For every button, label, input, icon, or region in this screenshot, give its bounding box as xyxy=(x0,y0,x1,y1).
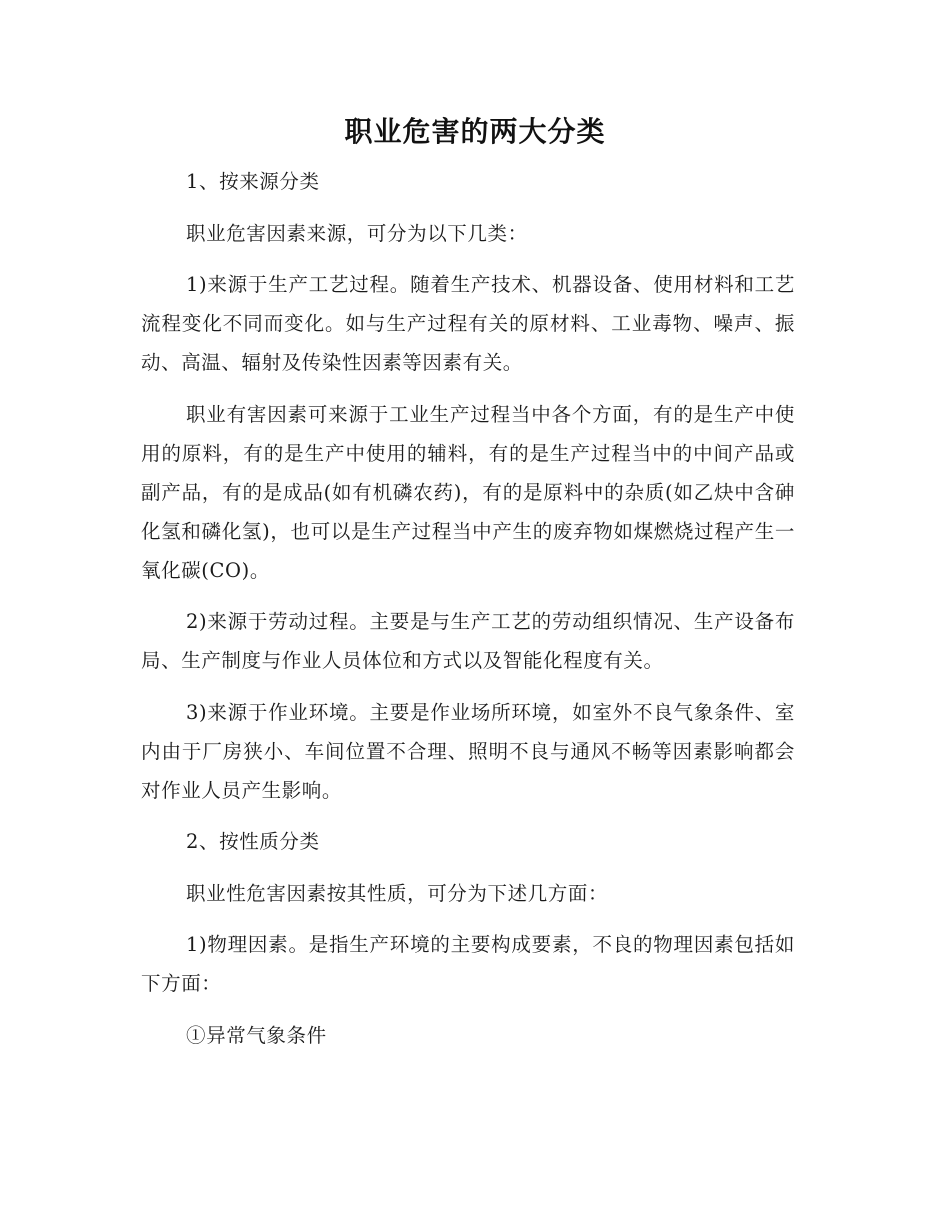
paragraph-production-process: 1)来源于生产工艺过程。随着生产技术、机器设备、使用材料和工艺流程变化不同而变化。如与生产过程有关的原材料、工业毒物、噪声、振动、高温、辐射及传染性因素等因素有关。 xyxy=(141,273,795,374)
paragraph-intro-source: 职业危害因素来源，可分为以下几类： xyxy=(186,221,528,245)
paragraph-hazard-factors: 职业有害因素可来源于工业生产过程当中各个方面，有的是生产中使用的原料，有的是生产中使用的辅料，有的是生产过程当中的中间产品或副产品，有的是成品(如有机磷农药)，有的是原料中的杂质(如乙炔中含砷化氢和磷化氢)，也可以是生产过程当中产生的废弃物如煤燃烧过程产生一氧化碳(CO)。 xyxy=(141,402,795,582)
section-heading-nature: 2、按性质分类 xyxy=(186,830,320,853)
document-body xyxy=(141,162,795,1067)
section-heading-source: 1、按来源分类 xyxy=(186,170,320,193)
document-title: 职业危害的两大分类 xyxy=(344,115,606,148)
list-item-abnormal-weather: ①异常气象条件 xyxy=(186,1023,327,1047)
paragraph-work-environment: 3)来源于作业环境。主要是作业场所环境，如室外不良气象条件、室内由于厂房狭小、车间位置不合理、照明不良与通风不畅等因素影响都会对作业人员产生影响。 xyxy=(141,700,795,802)
paragraph-physical-factors: 1)物理因素。是指生产环境的主要构成要素，不良的物理因素包括如下方面： xyxy=(141,933,795,995)
paragraph-labor-process: 2)来源于劳动过程。主要是与生产工艺的劳动组织情况、生产设备布局、生产制度与作业人员体位和方式以及智能化程度有关。 xyxy=(141,610,795,672)
paragraph-intro-nature: 职业性危害因素按其性质，可分为下述几方面： xyxy=(186,881,609,905)
